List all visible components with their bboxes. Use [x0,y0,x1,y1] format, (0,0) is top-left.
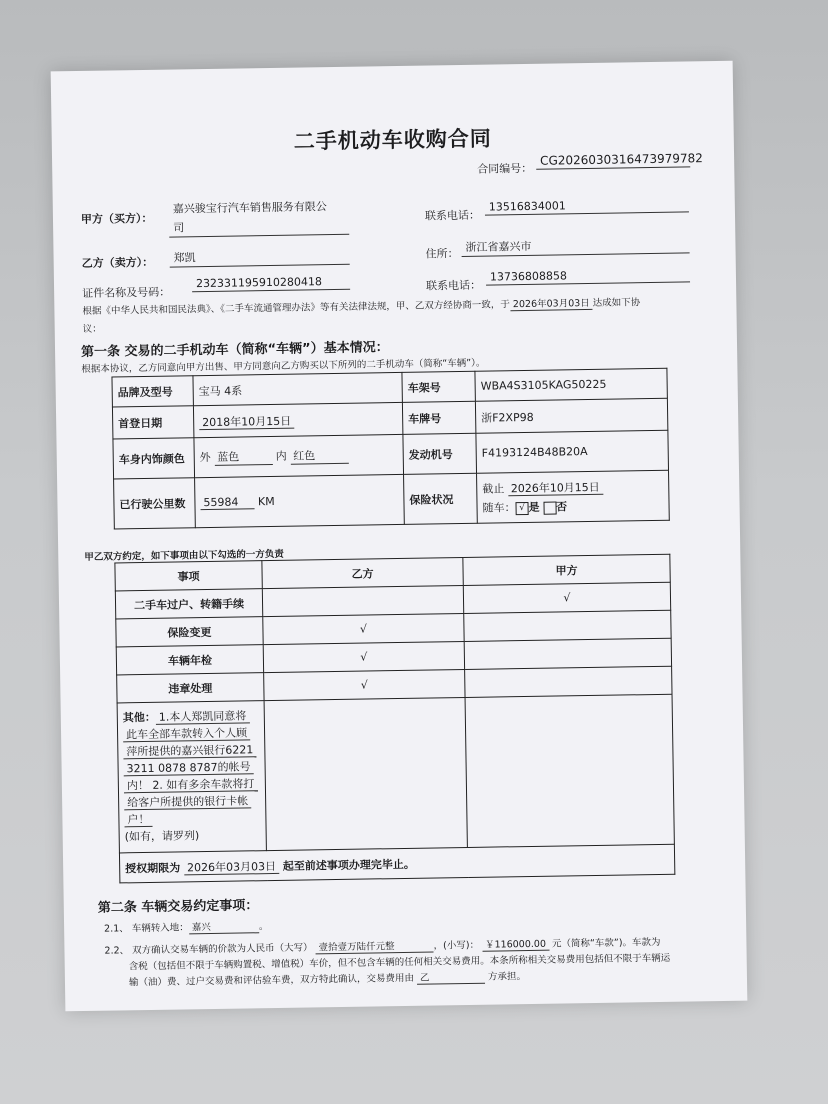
other-line-3: 3211 0878 8787的帐号 [124,760,254,776]
other-line-5: 给客户所提供的银行卡帐 [124,794,251,810]
plate-label: 车牌号 [402,401,475,434]
other-label: 其他： [122,710,156,725]
brand-label: 品牌及型号 [112,376,193,407]
brand-value: 宝马 4系 [193,372,402,405]
color-ext-label: 外 [199,450,211,465]
row-party-b-check: √ [264,669,465,700]
party-b-phone: 13736808858 [486,267,690,285]
item1-no: 2.1、 [104,923,129,935]
other-party-b [264,697,467,850]
item1-value: 嘉兴 [189,918,259,934]
intro-text-2: 达成如下协 [592,297,641,309]
article2-title: 第二条 车辆交易约定事项： [97,898,259,916]
header-party-b: 乙方 [262,557,463,588]
item2-line2: 含税（包括但不限于车辆购置税、增值税）车价，但不包含车辆的任何相关交易费用。本条所称相关交易费用包括但不限于车辆运 [128,952,671,973]
vin-value: WBA4S3105KAG50225 [475,368,667,401]
agree-note: 甲乙双方约定，如下事项由以下勾选的一方负责 [84,548,284,563]
with-car-yes-checkbox[interactable]: √ [515,501,528,514]
contract-no-label: 合同编号： [477,161,533,176]
contract-title: 二手机动车收购合同 [293,126,492,154]
row-item: 违章处理 [117,673,264,703]
article2-item1 [104,918,268,936]
item2-line3b: 方承担。 [487,971,527,983]
engine-value: F4193124B48B20A [476,430,669,473]
party-b-addr: 浙江省嘉兴市 [461,235,689,257]
no-label: 否 [555,500,568,514]
party-b-id: 232331195910280418 [192,275,350,292]
header-item: 事项 [115,561,262,591]
reg-label: 首登日期 [112,406,193,439]
other-party-a [465,694,674,847]
party-b-addr-label: 住所： [425,247,459,261]
row-item: 二手车过户、转籍手续 [115,589,262,619]
header-party-a: 甲方 [463,554,670,585]
other-line-0: 1.本人郑凯同意将 [156,709,250,724]
row-party-a-check: √ [463,582,670,613]
vehicle-table [111,368,669,530]
party-a-name-line2: 司 [169,217,349,238]
other-note: (如有，请罗列) [124,829,200,844]
engine-label: 发动机号 [403,433,477,474]
deadline-label: 授权期限为 [125,860,181,875]
row-party-a-check [464,638,671,669]
ins-until-label: 截止 [482,482,505,496]
responsibility-table [114,554,675,884]
color-int: 红色 [290,447,348,465]
item1-end: 。 [258,921,269,933]
row-party-b-check: √ [263,613,464,644]
color-int-label: 内 [275,449,287,463]
color-ext: 蓝色 [214,448,272,466]
mileage-unit: KM [257,494,275,508]
party-a-phone-label: 联系电话： [424,208,481,223]
item2-text1: 双方确认交易车辆的价款为人民币（大写） [132,942,313,957]
ins-until: 2026年10月15日 [508,481,603,496]
vin-label: 车架号 [402,371,475,402]
mileage-cell [195,474,405,527]
item2-no: 2.2、 [104,945,130,957]
row-party-a-check [465,666,672,697]
item2-amount-upper: 壹拾壹万陆仟元整 [316,938,434,955]
party-b-name: 郑凯 [169,247,349,268]
ins-label: 保险状况 [404,473,478,524]
plate-value: 浙F2XP98 [475,398,667,433]
article1-desc: 根据本协议，乙方同意向甲方出售、甲方同意向乙方购买以下所列的二手机动车（简称“车辆”）。 [81,357,486,375]
other-line-6: 户！ [124,813,152,827]
deadline-date: 2026年03月03日 [184,859,279,874]
yes-label: 是 [528,500,540,514]
row-item: 保险变更 [116,617,263,647]
item2-small-label: ，(小写)： [433,939,480,952]
item1-label: 车辆转入地： [131,922,189,935]
row-party-a-check [464,610,671,641]
other-line-2: 萍所提供的嘉兴银行6221 [123,743,256,759]
party-a-name-line1: 嘉兴骏宝行汽车销售服务有限公 [172,200,327,216]
contract-no: CG2026030316473979782 [536,151,690,169]
article1-title: 第一条 交易的二手机动车（简称“车辆”）基本情况： [80,340,389,360]
ins-cell [477,470,670,523]
item2-line3a: 输（油）费、过户交易费和评估验车费，双方特此确认，交易费用由 [128,972,415,989]
other-line-1: 此车全部车款转入个人顾 [123,726,250,742]
reg-value: 2018年10月15日 [199,414,294,429]
party-b-label: 乙方（卖方）： [81,255,154,270]
color-cell [194,434,404,477]
intro-text-3: 议： [82,323,102,335]
other-line-4: 内！ 2. 如有多余车款将打 [124,777,258,793]
row-party-b-check: √ [263,641,464,672]
deadline-tail: 起至前述事项办理完毕止。 [282,857,415,873]
color-label: 车身内饰颜色 [113,438,195,479]
party-b-id-label: 证件名称及号码： [82,285,171,300]
other-row [117,694,674,853]
row-party-b-check [262,585,463,616]
intro-date: 2026年03月03日 [510,298,593,311]
party-a-label: 甲方（买方）： [80,211,153,226]
mileage-value: 55984 [200,495,254,510]
with-car-no-checkbox[interactable] [543,501,556,514]
reg-cell [193,402,402,437]
other-cell [117,701,266,853]
mileage-label: 已行驶公里数 [114,478,196,529]
intro-text-1: 根据《中华人民共和国民法典》、《二手车流通管理办法》等有关法律法规，甲、乙双方经协商一致，于 [82,299,510,317]
item2-amount-small: ￥116000.00 [482,939,549,952]
contract-paper [51,61,748,1012]
party-b-phone-label: 联系电话： [425,278,482,293]
item2-yuan: 元（简称“车款”)。车款为 [551,936,661,950]
row-item: 车辆年检 [116,645,263,675]
item2-fee-party: 乙 [417,969,485,985]
with-car-label: 随车： [482,501,516,515]
party-a-phone: 13516834001 [485,197,689,215]
